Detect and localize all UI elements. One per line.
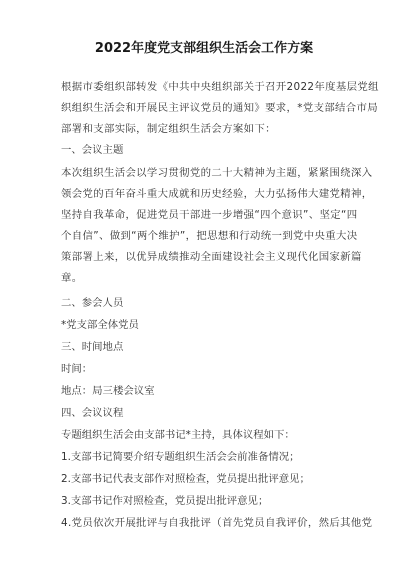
section-2-heading: 二、参会人员 (61, 297, 124, 309)
section-1-body-line-5: 策部署上来，以优异成绩推动全面建设社会主义现代化国家新篇 (61, 251, 362, 263)
section-4-heading: 四、会议议程 (61, 407, 124, 419)
section-1-heading: 一、会议主题 (61, 144, 124, 156)
section-1-body-line-6: 章。 (61, 272, 83, 284)
document-title: 2022年度党支部组织生活会工作方案 (94, 41, 314, 56)
section-1-body-line-1: 本次组织生活会以学习贯彻党的二十大精神为主题，紧紧围绕深入 (61, 167, 373, 179)
section-3-time: 时间： (61, 363, 93, 375)
section-3-heading: 三、时间地点 (61, 341, 124, 353)
intro-line-1: 根据市委组织部转发《中共中央组织部关于召开2022年度基层党组 (61, 81, 379, 93)
section-3-place: 地点：局三楼会议室 (61, 385, 155, 397)
section-1-body-line-2: 领会党的百年奋斗重大成就和历史经验，大力弘扬伟大建党精神， (61, 188, 373, 200)
intro-line-3: 部署和支部实际，制定组织生活会方案如下： (61, 123, 276, 135)
section-2-body: *党支部全体党员 (61, 319, 139, 331)
section-1-body-line-3: 坚持自我革命，促进党员干部进一步增强“四个意识”、坚定“四 (61, 209, 358, 221)
section-1-body-line-4: 个自信”、做到“两个维护”，把思想和行动统一到党中央重大决 (61, 230, 358, 242)
agenda-item-3: 3.支部书记作对照检查，党员提出批评意见； (61, 495, 269, 507)
agenda-item-2: 2.支部书记代表支部作对照检查，党员提出批评意见； (61, 473, 310, 485)
intro-line-2: 织组织生活会和开展民主评议党员的通知》要求，*党支部结合市局 (61, 102, 379, 114)
agenda-item-4: 4.党员依次开展批评与自我批评（首先党员自我评价，然后其他党 (61, 517, 373, 529)
section-4-intro: 专题组织生活会由支部书记*主持，具体议程如下： (61, 429, 295, 441)
agenda-item-1: 1.支部书记简要介绍专题组织生活会会前准备情况； (61, 451, 300, 463)
